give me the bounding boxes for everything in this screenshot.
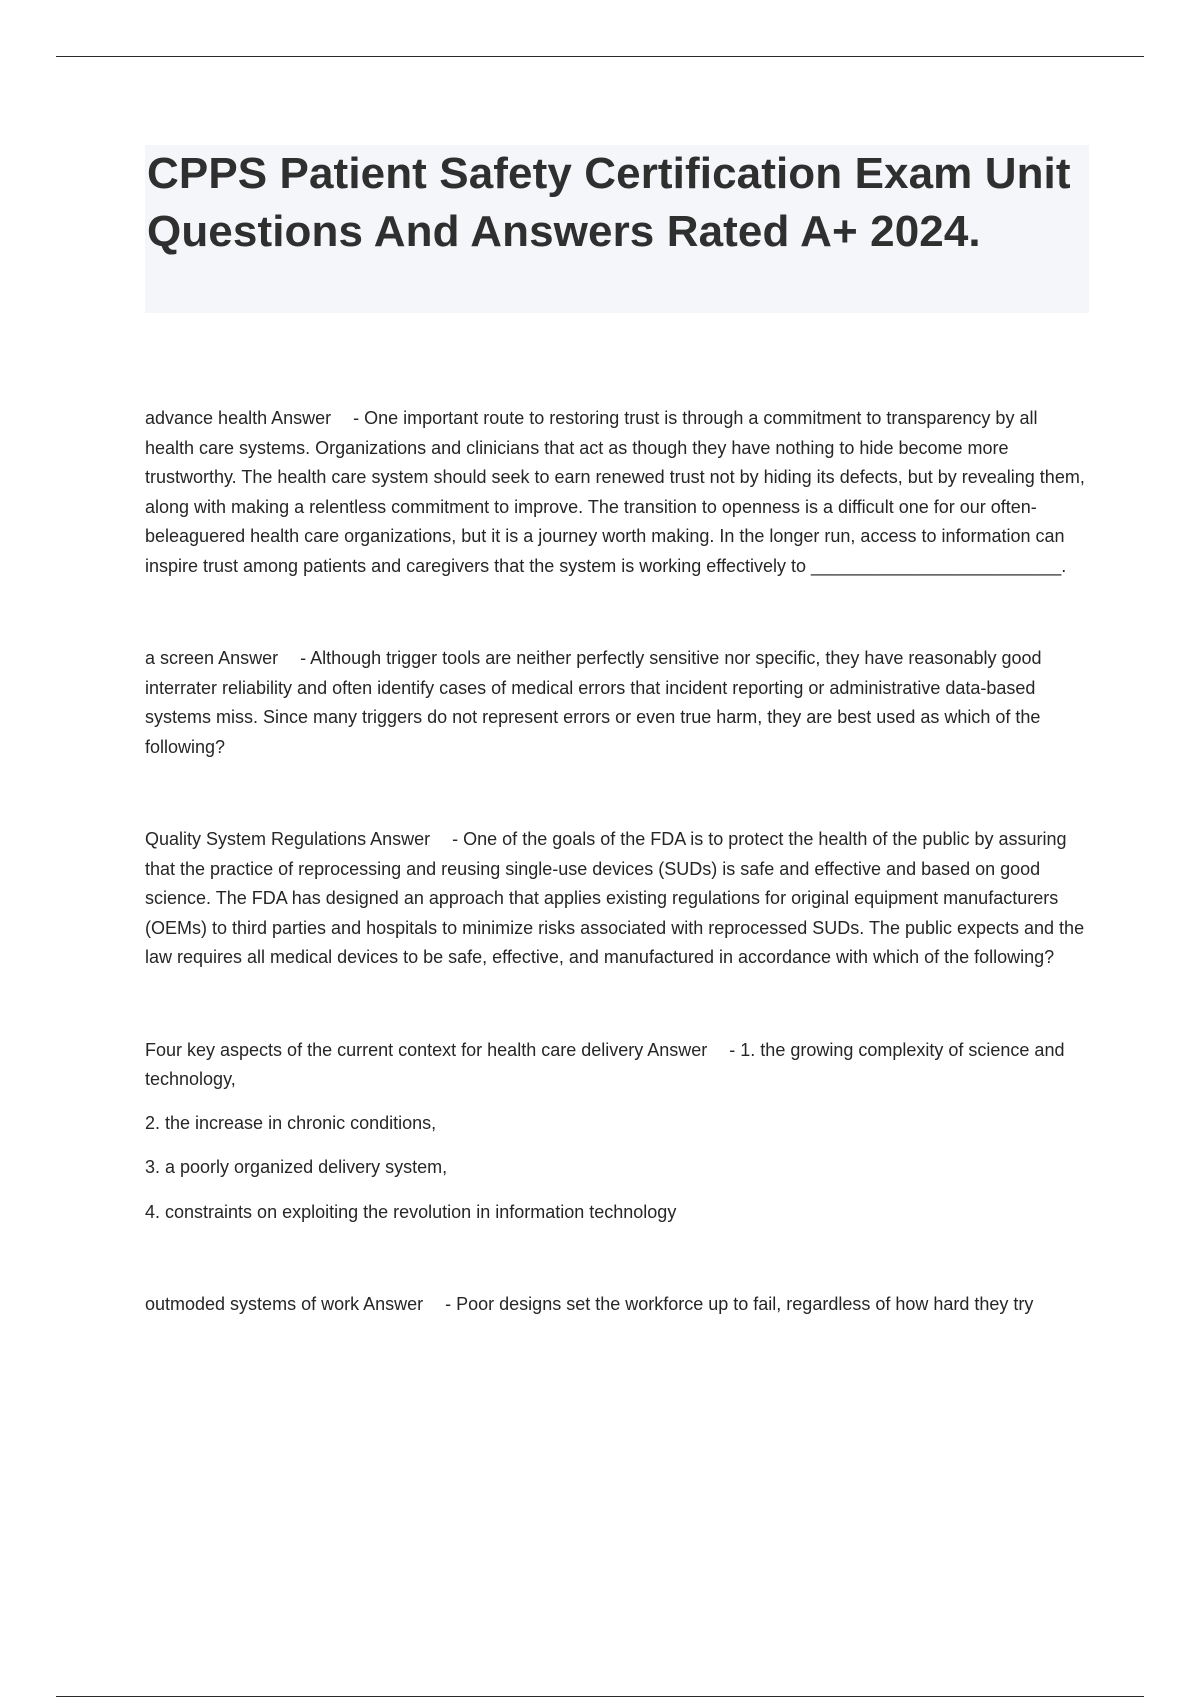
qa-entry — [145, 644, 1090, 762]
qa-answer-text: - One of the goals of the FDA is to protect the health of the public by assuring that the practice of reprocessing and reusing single-use devices (SUDs) is safe and effective and based on good science. The FDA has designed an approach that applies existing regulations for original equipment manufacturers (OEMs) to third parties and hospitals to minimize risks associated with reprocessed SUDs. The public expects and the law requires all medical devices to be safe, effective, and manufactured in accordance with which of the following? — [145, 829, 1085, 967]
document-title: CPPS Patient Safety Certification Exam Unit Questions And Answers Rated A+ 2024. — [147, 149, 1071, 256]
footer-rule — [56, 1696, 1144, 1697]
qa-term: Quality System Regulations — [145, 829, 367, 849]
title-block — [145, 145, 1089, 313]
qa-answer-text: - Although trigger tools are neither perfectly sensitive nor specific, they have reasonably good interrater reliability and often identify cases of medical errors that incident reporting or administrative data-based systems miss. Since many triggers do not represent errors or even true harm, they are best used as which of the following? — [145, 648, 1042, 757]
qa-term: a screen — [145, 648, 215, 668]
answer-label: Answer — [271, 408, 332, 428]
list-item: 4. constraints on exploiting the revolution in information technology — [145, 1201, 677, 1222]
list-item: 2. the increase in chronic conditions, — [145, 1112, 437, 1133]
qa-entry — [145, 1036, 1090, 1095]
answer-label: Answer — [218, 648, 279, 668]
qa-answer-text: - 1. the growing complexity of science and technology, — [145, 1039, 1065, 1089]
qa-term: advance health — [145, 408, 268, 428]
qa-answer-text: - One important route to restoring trust is through a commitment to transparency by all health care systems. Organizations and clinicians that act as though they have nothing to hide become more trustworthy. The health care system should seek to earn renewed trust not by hiding its defects, but by revealing them, along with making a relentless commitment to improve. The transition to openness is a difficult one for our often-beleaguered health care organizations, but it is a journey worth making. In the longer run, access to information can inspire trust among patients and caregivers that the system is working effectively to _________________________. — [145, 408, 1085, 576]
answer-label: Answer — [370, 829, 431, 849]
answer-label: Answer — [363, 1294, 424, 1314]
answer-label: Answer — [647, 1039, 708, 1060]
qa-term: Four key aspects of the current context for health care delivery — [145, 1039, 644, 1060]
list-item: 3. a poorly organized delivery system, — [145, 1157, 448, 1177]
qa-entry — [145, 1290, 1090, 1320]
qa-entry — [145, 825, 1090, 973]
qa-term: outmoded systems of work — [145, 1294, 360, 1314]
document-body — [145, 404, 1090, 1320]
qa-answer-text: - Poor designs set the workforce up to fail, regardless of how hard they try — [445, 1294, 1034, 1314]
qa-entry — [145, 404, 1090, 581]
header-rule — [56, 56, 1144, 57]
